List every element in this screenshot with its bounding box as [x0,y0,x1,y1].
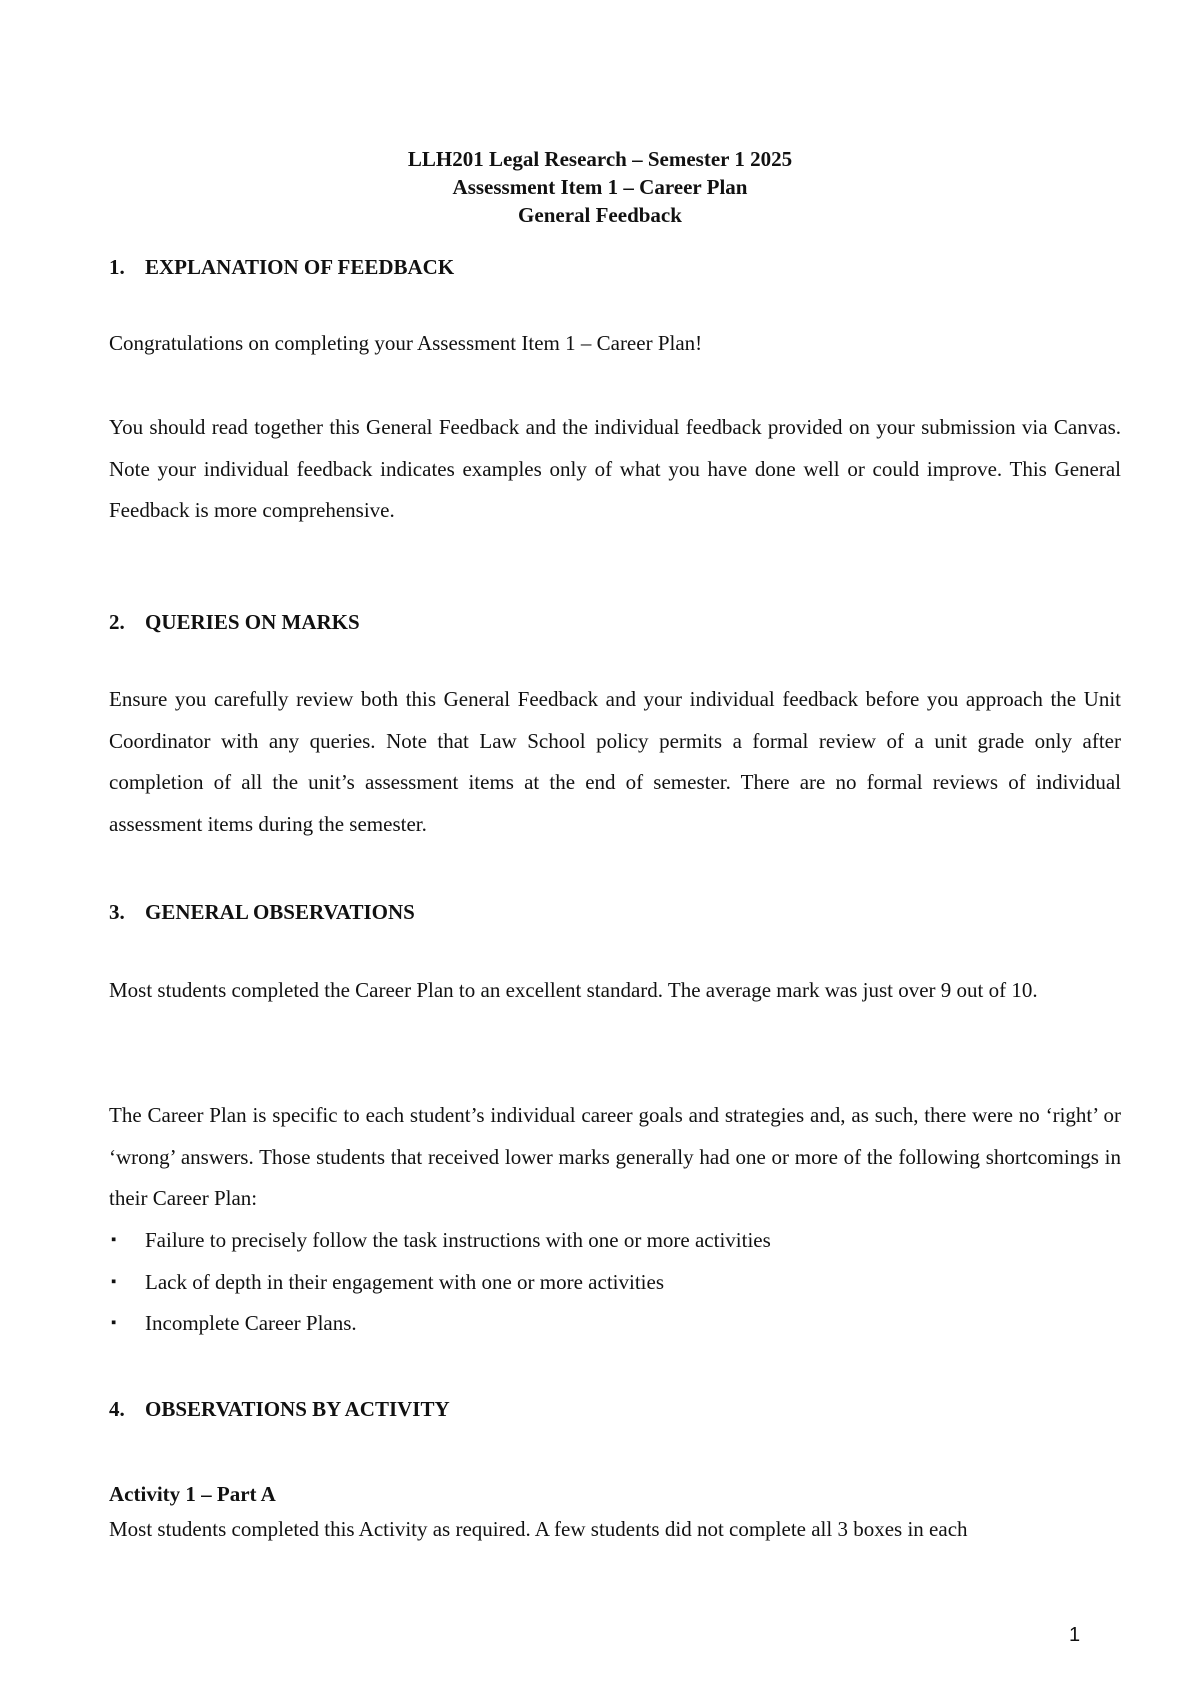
section-2-number: 2. [109,610,125,634]
section-3-title: GENERAL OBSERVATIONS [145,900,415,924]
list-item: ▪ Incomplete Career Plans. [109,1303,1121,1345]
shortcomings-list [109,1220,1121,1345]
title-line-3: General Feedback [518,203,682,227]
section-3-paragraph-1: Most students completed the Career Plan to an excellent standard. The average mark was just over 9 out of 10. [109,978,1038,1002]
section-3-number: 3. [109,900,125,924]
document-title-block [0,145,1200,229]
section-4-number: 4. [109,1397,125,1421]
section-4-heading [109,1395,450,1423]
section-1-title: EXPLANATION OF FEEDBACK [145,255,455,279]
section-3-paragraph-2: The Career Plan is specific to each student’s individual career goals and strategies and, as such, there were no ‘right’ or ‘wrong’ answers. Those students that received lower marks generally had one or more of the following shortcomings in their Career Plan: [109,1103,1121,1211]
section-2-title: QUERIES ON MARKS [145,610,360,634]
section-1-paragraph-1: Congratulations on completing your Assessment Item 1 – Career Plan! [109,331,703,355]
bullet-icon: ▪ [111,1232,117,1248]
section-2-heading [109,608,360,636]
bullet-icon: ▪ [111,1315,117,1331]
activity-1-part-a-heading: Activity 1 – Part A [109,1482,276,1506]
section-1-number: 1. [109,255,125,279]
title-line-2: Assessment Item 1 – Career Plan [452,175,748,199]
bullet-icon: ▪ [111,1273,117,1290]
section-2-paragraph-1: Ensure you carefully review both this General Feedback and your individual feedback before you approach the Unit Coordinator with any queries. Note that Law School policy permits a formal review of a unit grade only after completion of all the unit’s assessment items at the end of semester. There are no formal reviews of individual assessment items during the semester. [109,687,1121,837]
list-item: ▪ Failure to precisely follow the task instructions with one or more activities [109,1220,1121,1262]
title-line-1: LLH201 Legal Research – Semester 1 2025 [407,147,793,171]
list-item: ▪ Lack of depth in their engagement with one or more activities [109,1262,1121,1304]
section-4-title: OBSERVATIONS BY ACTIVITY [145,1397,450,1421]
section-1-heading [109,253,454,281]
activity-1-paragraph: Most students completed this Activity as required. A few students did not complete all 3 boxes in each [109,1517,968,1541]
section-3-heading [109,898,415,926]
section-1-paragraph-2: You should read together this General Feedback and the individual feedback provided on your submission via Canvas. Note your individual feedback indicates examples only of what you have done well or could improve. This General Feedback is more comprehensive. [109,415,1121,523]
page-number: 1 [1069,1624,1081,1646]
